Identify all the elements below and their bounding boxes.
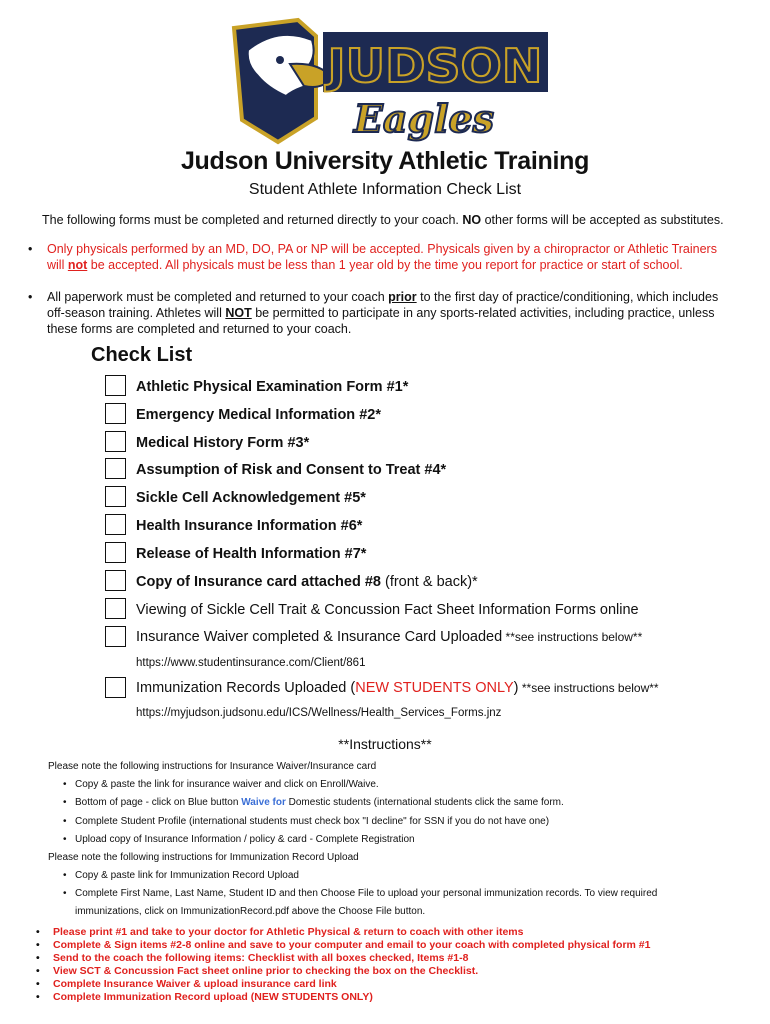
checkbox-item-2[interactable] bbox=[105, 403, 126, 424]
checkbox-item-11[interactable] bbox=[105, 677, 126, 698]
checkbox-item-7[interactable] bbox=[105, 542, 126, 563]
checkbox-item-5[interactable] bbox=[105, 486, 126, 507]
logo-script: Eagles bbox=[353, 96, 495, 141]
checkbox-item-1[interactable] bbox=[105, 375, 126, 396]
checklist-item-3: Medical History Form #3* bbox=[136, 435, 310, 451]
judson-eagles-logo bbox=[228, 16, 548, 146]
checklist-item-4: Assumption of Risk and Consent to Treat #4* bbox=[136, 462, 447, 478]
instructions-heading: **Instructions** bbox=[338, 736, 432, 752]
page-title: Judson University Athletic Training bbox=[180, 147, 590, 175]
checklist-item-5: Sickle Cell Acknowledgement #5* bbox=[136, 490, 366, 506]
checklist-item-9: Viewing of Sickle Cell Trait & Concussion Fact Sheet Information Forms online bbox=[136, 602, 639, 618]
checkbox-item-4[interactable] bbox=[105, 458, 126, 479]
checklist-item-1: Athletic Physical Examination Form #1* bbox=[136, 379, 409, 395]
page-subtitle: Student Athlete Information Check List bbox=[248, 181, 522, 198]
intro-text: The following forms must be completed and returned directly to your coach. NO other forms will be accepted as substitutes. bbox=[42, 213, 724, 227]
checkbox-item-6[interactable] bbox=[105, 514, 126, 535]
insurance-instructions-note: Please note the following instructions for Insurance Waiver/Insurance card bbox=[48, 761, 377, 772]
logo-wordmark: JUDSON bbox=[324, 39, 543, 93]
immunization-url[interactable]: https://myjudson.judsonu.edu/ICS/Wellness/Health_Services_Forms.jnz bbox=[136, 707, 502, 719]
immunization-instructions-note: Please note the following instructions for Immunization Record Upload bbox=[48, 852, 359, 863]
checkbox-item-8[interactable] bbox=[105, 570, 126, 591]
checkbox-item-3[interactable] bbox=[105, 431, 126, 452]
checklist-item-11: Immunization Records Uploaded (NEW STUDENTS ONLY) **see instructions below** bbox=[136, 680, 659, 696]
checklist-heading: Check List bbox=[91, 344, 193, 366]
insurance-url[interactable]: https://www.studentinsurance.com/Client/861 bbox=[136, 657, 366, 669]
checkbox-item-10[interactable] bbox=[105, 626, 126, 647]
checklist-item-6: Health Insurance Information #6* bbox=[136, 518, 363, 534]
checkbox-item-9[interactable] bbox=[105, 598, 126, 619]
checklist-item-7: Release of Health Information #7* bbox=[136, 546, 367, 562]
checklist-item-10: Insurance Waiver completed & Insurance Card Uploaded **see instructions below** bbox=[136, 629, 643, 645]
checklist-item-8: Copy of Insurance card attached #8 (front & back)* bbox=[136, 574, 478, 590]
checklist-item-2: Emergency Medical Information #2* bbox=[136, 407, 381, 423]
